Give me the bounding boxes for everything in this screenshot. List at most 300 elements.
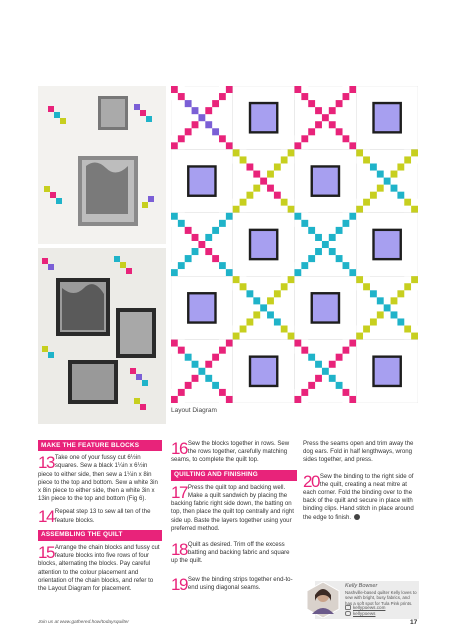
chain-square	[301, 262, 308, 269]
chain-square	[343, 86, 350, 93]
chain-square	[308, 255, 315, 262]
quilt-photo-bottom-art	[38, 248, 166, 424]
chain-square	[343, 269, 350, 276]
chain-square	[308, 100, 315, 107]
step-number: 17	[171, 482, 187, 502]
feature-block-center	[375, 231, 400, 258]
designer-instagram-link[interactable]: kellypoews	[353, 611, 376, 616]
chain-square	[253, 171, 260, 178]
end-of-pattern-icon	[354, 514, 360, 520]
designer-avatar	[305, 582, 341, 618]
chain-square	[356, 276, 363, 283]
chain-square	[377, 171, 384, 178]
chain-square	[301, 213, 308, 220]
designer-website-link[interactable]: kellypoews.com	[353, 605, 386, 610]
chain-square	[212, 100, 219, 107]
chain-square	[185, 382, 192, 389]
chain-square	[274, 290, 281, 297]
chain-square	[226, 135, 233, 142]
chain-square	[192, 234, 199, 241]
chain-square	[288, 276, 295, 283]
chain-square	[171, 340, 178, 347]
chain-square	[411, 199, 418, 206]
chain-square	[397, 290, 404, 297]
chain-square	[404, 199, 411, 206]
chain-square	[240, 199, 247, 206]
chain-square	[185, 227, 192, 234]
chain-square	[343, 347, 350, 354]
chain-square	[363, 283, 370, 290]
chain-square	[288, 156, 295, 163]
chain-square	[178, 269, 185, 276]
chain-square	[315, 121, 322, 128]
chain-square	[343, 142, 350, 149]
chain-square	[377, 297, 384, 304]
chain-square	[295, 213, 302, 220]
chain-square	[301, 340, 308, 347]
step-text: Quilt as desired. Trim off the excess batting and backing fabric and square up the quilt.	[171, 541, 290, 565]
chain-square	[322, 241, 329, 248]
chain-square	[226, 220, 233, 227]
chain-square	[171, 347, 178, 354]
chain-square	[267, 311, 274, 318]
chain-square	[377, 185, 384, 192]
chain-square	[301, 142, 308, 149]
chain-square	[260, 304, 267, 311]
chain-square	[349, 135, 356, 142]
feature-block-center	[251, 231, 276, 258]
chain-square	[370, 290, 377, 297]
chain-square	[295, 396, 302, 403]
chain-square	[281, 206, 288, 213]
chain-square	[185, 100, 192, 107]
chain-square	[301, 135, 308, 142]
chain-square	[343, 262, 350, 269]
chain-square	[329, 375, 336, 382]
chain-square	[171, 269, 178, 276]
chain-square	[226, 262, 233, 269]
chain-square	[288, 206, 295, 213]
chain-square	[253, 297, 260, 304]
chain-square	[329, 107, 336, 114]
layout-diagram	[171, 86, 418, 403]
chain-square	[226, 213, 233, 220]
chain-square	[226, 269, 233, 276]
chain-square	[384, 178, 391, 185]
chain-square	[226, 142, 233, 149]
chain-square	[349, 93, 356, 100]
step-text: Sew the blocks together in rows. Sew the rows together, carefully matching seams, to complete the quilt top.	[171, 440, 290, 464]
section-heading-quilting: QUILTING AND FINISHING	[171, 470, 297, 481]
chain-square	[219, 396, 226, 403]
chain-square	[205, 361, 212, 368]
chain-square	[301, 93, 308, 100]
chain-square	[295, 340, 302, 347]
chain-square	[233, 149, 240, 156]
chain-square	[349, 389, 356, 396]
chain-square	[281, 333, 288, 340]
chain-square	[336, 227, 343, 234]
chain-square	[295, 142, 302, 149]
chain-square	[274, 192, 281, 199]
chain-square	[240, 149, 247, 156]
chain-square	[240, 206, 247, 213]
chain-square	[315, 234, 322, 241]
chain-square	[281, 326, 288, 333]
chain-square	[178, 220, 185, 227]
chain-square	[178, 213, 185, 220]
chain-square	[349, 86, 356, 93]
chain-square	[212, 227, 219, 234]
chain-square	[192, 107, 199, 114]
feature-block-center	[375, 104, 400, 131]
chain-square	[349, 347, 356, 354]
chain-square	[178, 262, 185, 269]
feature-block-center	[251, 104, 276, 131]
chain-square	[219, 213, 226, 220]
step-number: 16	[171, 439, 187, 458]
chain-square	[178, 86, 185, 93]
chain-square	[343, 213, 350, 220]
chain-square	[356, 206, 363, 213]
step-text	[303, 473, 418, 522]
chain-square	[411, 156, 418, 163]
chain-square	[240, 276, 247, 283]
chain-square	[246, 318, 253, 325]
step-text: Press the seams open and trim away the dog ears. Fold in half lengthways, wrong sides together, and press.	[303, 440, 414, 464]
chain-square	[349, 396, 356, 403]
step-number: 14	[38, 507, 54, 527]
step-20-text: Sew the binding to the right side of the quilt, creating a neat mitre at each corner. Fold the binding over to the back of the quilt and secure in place with binding clips. Hand stitch in place around the edge to finish.	[303, 472, 414, 521]
chain-square	[267, 171, 274, 178]
chain-square	[198, 241, 205, 248]
chain-square	[212, 382, 219, 389]
step-text: Arrange the chain blocks and fussy cut feature blocks into five rows of four blocks, alternating the blocks. Pay careful attention to the colour placement and orientation of the chain blocks, and refer to the Layout Diagram for placement.	[38, 544, 160, 593]
chain-square	[260, 178, 267, 185]
step-15	[38, 544, 162, 593]
step-number: 19	[171, 574, 187, 594]
chain-square	[171, 93, 178, 100]
chain-square	[295, 347, 302, 354]
chain-square	[308, 227, 315, 234]
chain-square	[295, 262, 302, 269]
chain-square	[219, 142, 226, 149]
chain-square	[295, 389, 302, 396]
chain-square	[343, 220, 350, 227]
chain-square	[240, 326, 247, 333]
chain-square	[171, 389, 178, 396]
column-2	[171, 440, 297, 597]
layout-diagram-caption: Layout Diagram	[171, 407, 217, 414]
chain-square	[198, 368, 205, 375]
quilt-photo-bottom	[38, 248, 166, 424]
page-number: 17	[410, 619, 418, 626]
step-19-continued	[303, 440, 418, 465]
chain-square	[301, 86, 308, 93]
chain-square	[219, 220, 226, 227]
chain-square	[205, 375, 212, 382]
chain-square	[212, 128, 219, 135]
chain-square	[343, 135, 350, 142]
chain-square	[315, 248, 322, 255]
chain-square	[391, 297, 398, 304]
chain-square	[370, 318, 377, 325]
chain-square	[363, 333, 370, 340]
chain-square	[185, 128, 192, 135]
chain-square	[219, 389, 226, 396]
chain-square	[384, 304, 391, 311]
chain-square	[219, 340, 226, 347]
chain-square	[356, 149, 363, 156]
feature-block-center	[375, 358, 400, 385]
chain-square	[178, 142, 185, 149]
chain-square	[233, 333, 240, 340]
chain-square	[363, 276, 370, 283]
chain-square	[281, 149, 288, 156]
feature-block-center	[313, 168, 338, 195]
chain-square	[185, 255, 192, 262]
chain-square	[411, 206, 418, 213]
chain-square	[343, 396, 350, 403]
chain-square	[226, 347, 233, 354]
chain-square	[397, 318, 404, 325]
chain-square	[411, 283, 418, 290]
chain-square	[397, 163, 404, 170]
step-number: 15	[38, 543, 54, 563]
chain-square	[233, 156, 240, 163]
chain-square	[315, 107, 322, 114]
chain-square	[349, 269, 356, 276]
chain-square	[322, 114, 329, 121]
chain-square	[192, 361, 199, 368]
step-text: Sew the binding strips together end-to-end using diagonal seams.	[187, 575, 293, 591]
chain-square	[343, 93, 350, 100]
chain-square	[315, 361, 322, 368]
instagram-icon	[345, 611, 351, 616]
chain-square	[281, 276, 288, 283]
chain-square	[219, 93, 226, 100]
chain-square	[246, 163, 253, 170]
chain-square	[301, 220, 308, 227]
chain-square	[274, 318, 281, 325]
chain-square	[171, 262, 178, 269]
chain-square	[356, 283, 363, 290]
chain-square	[349, 340, 356, 347]
chain-square	[178, 396, 185, 403]
chain-square	[336, 128, 343, 135]
chain-square	[288, 326, 295, 333]
chain-square	[363, 156, 370, 163]
chain-square	[233, 276, 240, 283]
chain-square	[171, 142, 178, 149]
chain-square	[233, 206, 240, 213]
chain-square	[295, 135, 302, 142]
column-3	[303, 440, 418, 527]
chain-square	[370, 192, 377, 199]
chain-square	[226, 340, 233, 347]
web-icon	[345, 605, 351, 610]
chain-square	[171, 135, 178, 142]
chain-square	[240, 283, 247, 290]
chain-square	[288, 199, 295, 206]
chain-square	[171, 86, 178, 93]
chain-square	[267, 185, 274, 192]
chain-square	[329, 361, 336, 368]
chain-square	[377, 311, 384, 318]
step-13	[38, 454, 162, 503]
chain-square	[411, 276, 418, 283]
chain-square	[288, 333, 295, 340]
chain-square	[391, 185, 398, 192]
designer-profile	[305, 581, 419, 619]
feature-block-center	[251, 358, 276, 385]
quilt-photo-top	[38, 86, 166, 244]
chain-square	[233, 199, 240, 206]
chain-square	[356, 326, 363, 333]
step-number: 13	[38, 453, 54, 473]
chain-square	[205, 107, 212, 114]
chain-square	[315, 375, 322, 382]
footer-website: Join us at www.gathered.how/todaysquilter	[38, 620, 129, 625]
chain-square	[363, 149, 370, 156]
chain-square	[212, 354, 219, 361]
chain-square	[212, 255, 219, 262]
chain-square	[301, 347, 308, 354]
chain-square	[219, 86, 226, 93]
step-20	[303, 473, 418, 522]
chain-square	[288, 283, 295, 290]
chain-square	[205, 234, 212, 241]
chain-square	[356, 333, 363, 340]
chain-square	[349, 220, 356, 227]
chain-square	[363, 326, 370, 333]
chain-square	[205, 248, 212, 255]
chain-square	[301, 396, 308, 403]
chain-square	[404, 149, 411, 156]
chain-square	[295, 220, 302, 227]
chain-square	[267, 297, 274, 304]
chain-square	[411, 333, 418, 340]
chain-square	[281, 199, 288, 206]
chain-square	[281, 283, 288, 290]
column-1	[38, 440, 162, 598]
chain-square	[219, 135, 226, 142]
chain-square	[295, 93, 302, 100]
chain-square	[349, 262, 356, 269]
chain-square	[253, 185, 260, 192]
step-14	[38, 507, 162, 527]
chain-square	[370, 163, 377, 170]
chain-square	[171, 396, 178, 403]
chain-square	[253, 311, 260, 318]
chain-square	[397, 192, 404, 199]
designer-name: Kelly Bowser	[345, 583, 378, 589]
chain-square	[240, 156, 247, 163]
feature-block-center	[313, 294, 338, 321]
chain-square	[329, 234, 336, 241]
chain-square	[178, 135, 185, 142]
chain-square	[391, 311, 398, 318]
chain-square	[240, 333, 247, 340]
chain-square	[329, 121, 336, 128]
chain-square	[178, 389, 185, 396]
chain-square	[404, 333, 411, 340]
step-text: Repeat step 13 to sew all ten of the feature blocks.	[54, 508, 151, 524]
step-19	[171, 576, 297, 592]
step-number: 18	[171, 540, 187, 560]
chain-square	[192, 121, 199, 128]
chain-square	[343, 340, 350, 347]
step-number: 20	[303, 471, 319, 491]
chain-square	[205, 121, 212, 128]
chain-square	[363, 206, 370, 213]
chain-square	[178, 340, 185, 347]
chain-square	[308, 128, 315, 135]
chain-square	[171, 213, 178, 220]
chain-square	[336, 255, 343, 262]
chain-square	[295, 86, 302, 93]
chain-square	[185, 354, 192, 361]
section-heading-assembling: ASSEMBLING THE QUILT	[38, 530, 162, 541]
chain-square	[404, 206, 411, 213]
chain-square	[171, 220, 178, 227]
section-heading-feature-blocks: MAKE THE FEATURE BLOCKS	[38, 440, 162, 451]
chain-square	[356, 199, 363, 206]
chain-square	[226, 86, 233, 93]
chain-square	[301, 389, 308, 396]
chain-square	[308, 354, 315, 361]
feature-block-center	[189, 168, 214, 195]
chain-square	[219, 347, 226, 354]
quilt-photo-top-art	[38, 86, 166, 244]
chain-square	[219, 262, 226, 269]
chain-square	[349, 142, 356, 149]
chain-square	[356, 156, 363, 163]
chain-square	[322, 368, 329, 375]
chain-square	[404, 156, 411, 163]
chain-square	[404, 326, 411, 333]
step-17	[171, 484, 297, 533]
chain-square	[391, 171, 398, 178]
chain-square	[178, 93, 185, 100]
chain-square	[308, 382, 315, 389]
chain-square	[336, 100, 343, 107]
step-16	[171, 440, 297, 465]
chain-square	[192, 375, 199, 382]
chain-square	[219, 269, 226, 276]
chain-square	[301, 269, 308, 276]
chain-square	[198, 114, 205, 121]
chain-square	[246, 192, 253, 199]
step-text: Take one of your fussy cut 6½in squares. Sew a black 1¼in x 6½in piece to either side, then sew a 1¼in x 8in piece to the top and bottom. Sew a white 3in x 8in piece to either side, then a white 3in x 13in piece to the top and bottom (Fig 6).	[38, 454, 158, 503]
chain-square	[233, 326, 240, 333]
chain-square	[226, 93, 233, 100]
chain-square	[226, 396, 233, 403]
chain-square	[226, 389, 233, 396]
chain-square	[336, 382, 343, 389]
chain-square	[295, 269, 302, 276]
chain-square	[336, 354, 343, 361]
chain-square	[288, 149, 295, 156]
chain-square	[192, 248, 199, 255]
chain-square	[411, 149, 418, 156]
chain-square	[343, 389, 350, 396]
chain-square	[363, 199, 370, 206]
chain-square	[404, 283, 411, 290]
chain-square	[274, 163, 281, 170]
chain-square	[329, 248, 336, 255]
chain-square	[349, 213, 356, 220]
